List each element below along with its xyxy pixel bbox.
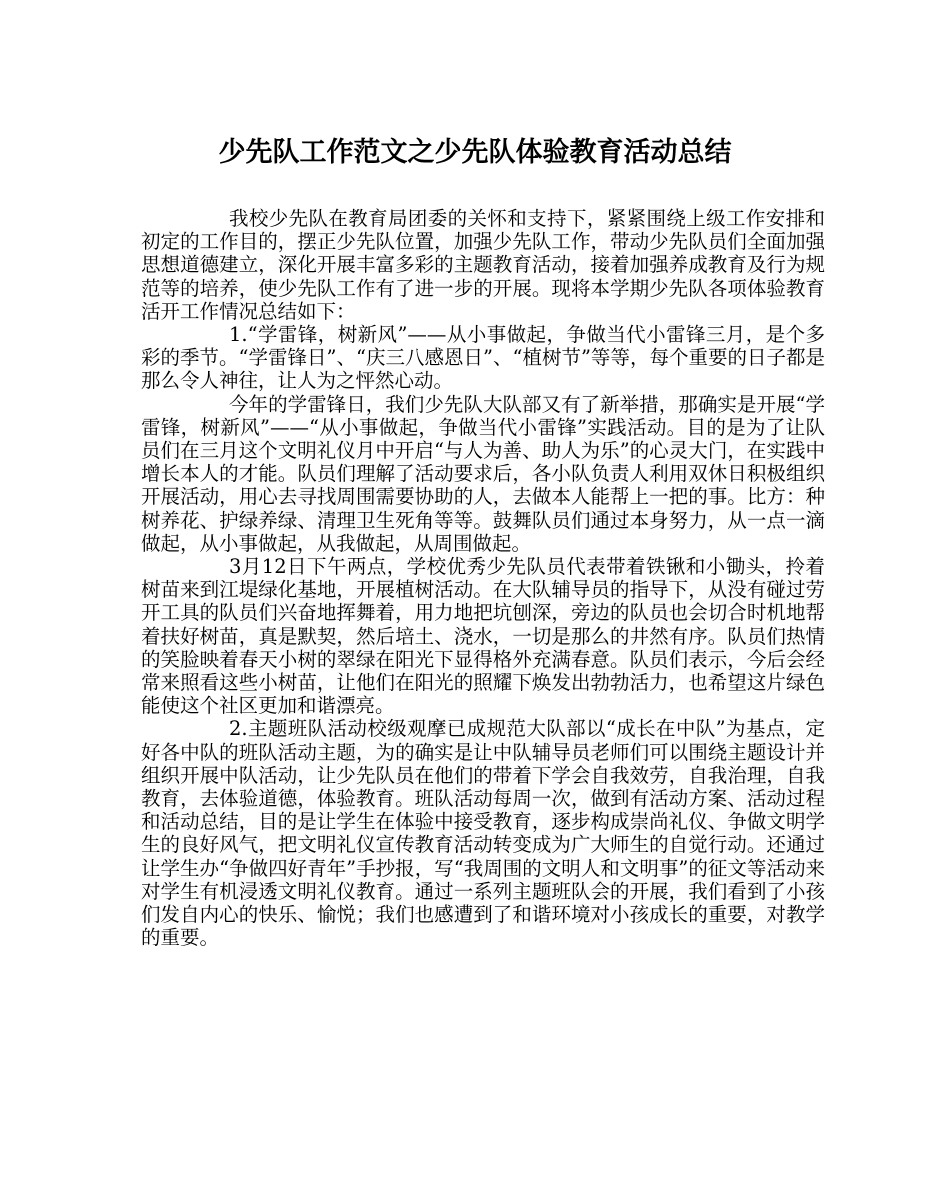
paragraph-lei-feng-day: 今年的学雷锋日，我们少先队大队部又有了新举措，那确实是开展“学雷锋，树新风”——“从小事做起，争做当代小雷锋”实践活动。目的是为了让队员们在三月这个文明礼仪月中开启“与人为善、助人为乐”的心灵大门，在实践中增长本人的才能。队员们理解了活动要求后，各小队负责人利用双休日积极组织开展活动，用心去寻找周围需要协助的人，去做本人能帮上一把的事。比方：种树养花、护绿养绿、清理卫生死角等等。鼓舞队员们通过本身努力，从一点一滴做起，从小事做起，从我做起，从周围做起。 <box>141 392 825 555</box>
paragraph-intro: 我校少先队在教育局团委的关怀和支持下，紧紧围绕上级工作安排和初定的工作目的，摆正少先队位置，加强少先队工作，带动少先队员们全面加强思想道德建立，深化开展丰富多彩的主题教育活动，接着加强养成教育及行为规范等的培养，使少先队工作有了进一步的开展。现将本学期少先队各项体验教育活开工作情况总结如下： <box>141 207 825 323</box>
paragraph-tree-planting: 3月12日下午两点，学校优秀少先队员代表带着铁锹和小锄头，拎着树苗来到江堤绿化基地，开展植树活动。在大队辅导员的指导下，从没有碰过劳开工具的队员们兴奋地挥舞着，用力地把坑刨深，旁边的队员也会切合时机地帮着扶好树苗，真是默契，然后培土、浇水，一切是那么的井然有序。队员们热情的笑脸映着春天小树的翠绿在阳光下显得格外充满春意。队员们表示，今后会经常来照看这些小树苗，让他们在阳光的照耀下焕发出勃勃活力，也希望这片绿色能使这个社区更加和谐漂亮。 <box>141 555 825 718</box>
paragraph-section-2-class-activities: 2.主题班队活动校级观摩已成规范大队部以“成长在中队”为基点，定好各中队的班队活动主题，为的确实是让中队辅导员老师们可以围绕主题设计并组织开展中队活动，让少先队员在他们的带着下学会自我效劳，自我治理，自我教育，去体验道德，体验教育。班队活动每周一次，做到有活动方案、活动过程和活动总结，目的是让学生在体验中接受教育，逐步构成崇尚礼仪、争做文明学生的良好风气，把文明礼仪宣传教育活动转变成为广大师生的自觉行动。还通过让学生办“争做四好青年”手抄报，写“我周围的文明人和文明事”的征文等活动来对学生有机浸透文明礼仪教育。通过一系列主题班队会的开展，我们看到了小孩们发自内心的快乐、愉悦；我们也感遭到了和谐环境对小孩成长的重要，对教学的重要。 <box>141 717 825 950</box>
document-title: 少先队工作范文之少先队体验教育活动总结 <box>218 137 732 168</box>
document-body <box>141 207 825 950</box>
paragraph-section-1-heading: 1.“学雷锋，树新风”——从小事做起，争做当代小雷锋三月，是个多彩的季节。“学雷锋日”、“庆三八感恩日”、“植树节”等等，每个重要的日子都是那么令人神往，让人为之怦然心动。 <box>141 323 825 393</box>
